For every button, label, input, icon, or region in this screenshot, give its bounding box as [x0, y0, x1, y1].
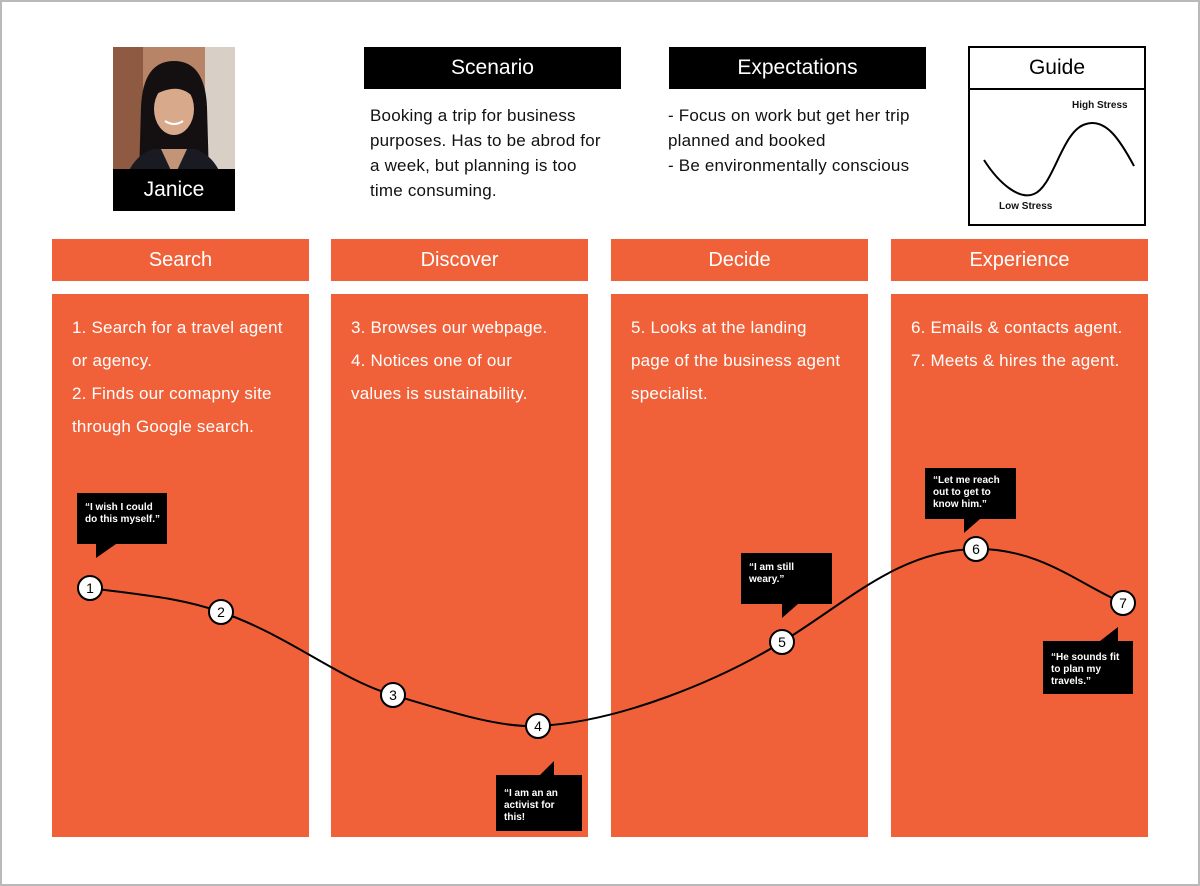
journey-point-7	[1111, 591, 1135, 615]
journey-point-1	[78, 576, 102, 600]
scenario-heading: Scenario	[364, 47, 621, 89]
quote-tail-3	[782, 604, 798, 618]
journey-point-label: 6	[972, 541, 980, 557]
guide-title: Guide	[970, 48, 1144, 90]
journey-point-label: 2	[217, 604, 225, 620]
guide-low-label: Low Stress	[999, 201, 1053, 212]
stage-header-search: Search	[52, 239, 309, 281]
journey-point-label: 5	[778, 634, 786, 650]
journey-point-4	[526, 714, 550, 738]
quote-bubble-2: “I am an an activist for this!	[496, 775, 582, 831]
quote-bubble-4: “Let me reach out to get to know him.”	[925, 468, 1016, 519]
emotion-line	[90, 549, 1123, 726]
journey-point-label: 7	[1119, 595, 1127, 611]
journey-point-6	[964, 537, 988, 561]
journey-point-3	[381, 683, 405, 707]
quote-bubble-5: “He sounds fit to plan my travels.”	[1043, 641, 1133, 694]
stage-text-search: 1. Search for a travel agent or agency. 2. Finds our comapny site through Google search.	[72, 318, 283, 436]
stage-header-decide: Decide	[611, 239, 868, 281]
expectations-text: - Focus on work but get her trip planned and booked - Be environmentally conscious	[668, 106, 910, 175]
quote-tail-2	[540, 761, 554, 775]
journey-point-2	[209, 600, 233, 624]
stage-text-discover: 3. Browses our webpage. 4. Notices one of our values is sustainability.	[351, 318, 548, 403]
journey-point-5	[770, 630, 794, 654]
expectations-heading: Expectations	[669, 47, 926, 89]
stage-header-discover: Discover	[331, 239, 588, 281]
stage-text-decide: 5. Looks at the landing page of the business agent specialist.	[631, 318, 841, 403]
quote-bubble-3: “I am still weary.”	[741, 553, 832, 604]
journey-point-label: 3	[389, 687, 397, 703]
quote-tail-5	[1100, 627, 1118, 641]
quote-tail-1	[96, 544, 116, 558]
stage-text-experience: 6. Emails & contacts agent. 7. Meets & hires the agent.	[911, 318, 1123, 370]
guide-high-label: High Stress	[1072, 100, 1128, 111]
journey-point-label: 1	[86, 580, 94, 596]
persona-name: Janice	[113, 169, 235, 211]
quote-tail-4	[964, 519, 980, 533]
stage-header-experience: Experience	[891, 239, 1148, 281]
scenario-text: Booking a trip for business purposes. Has to be abrod for a week, but planning is too time consuming.	[370, 106, 601, 200]
journey-point-label: 4	[534, 718, 542, 734]
quote-bubble-1: “I wish I could do this myself.”	[77, 493, 167, 544]
